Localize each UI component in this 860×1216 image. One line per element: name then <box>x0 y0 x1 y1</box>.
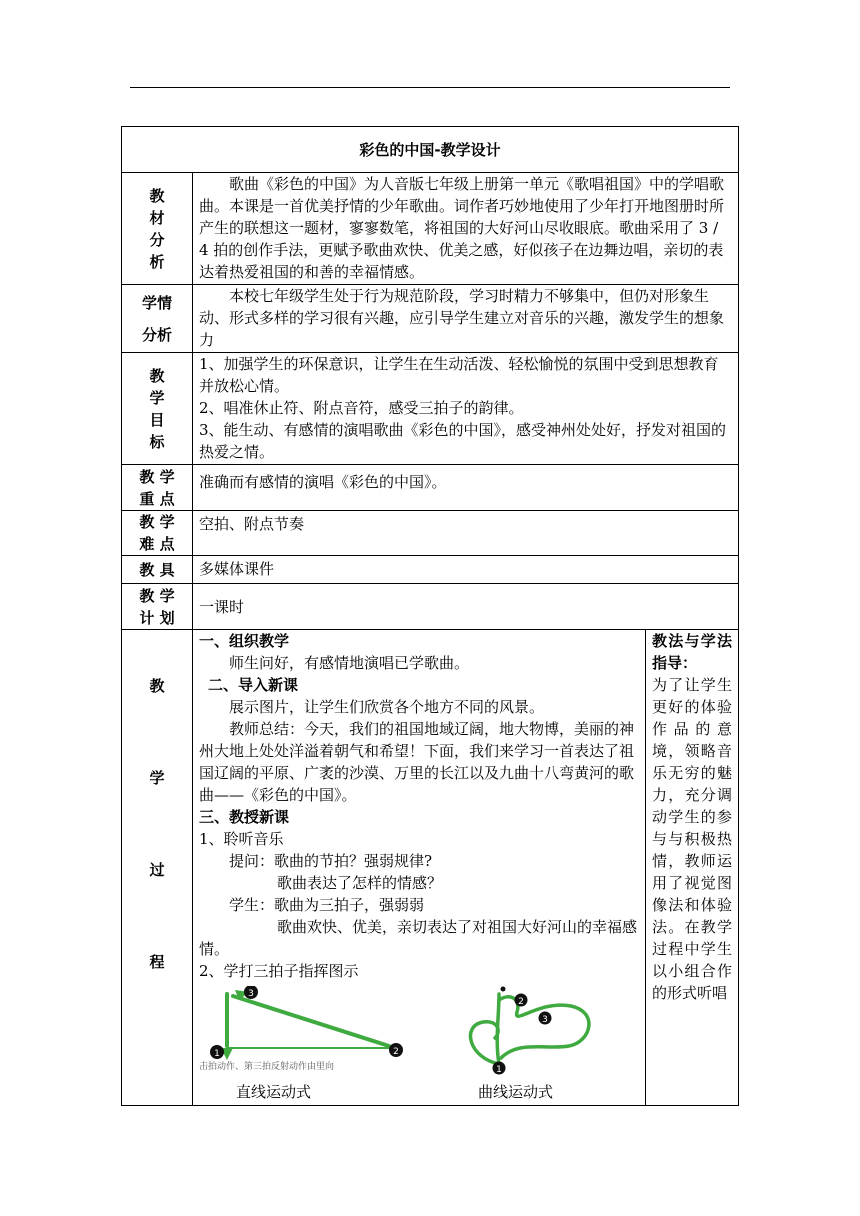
page-header-rule <box>130 87 730 88</box>
section-textbook-analysis <box>122 173 739 285</box>
diagram-left-note: 击拍动作、第三拍反射动作由里向 <box>199 1062 335 1072</box>
section-difficulties <box>122 511 739 556</box>
method-guidance-title: 教法与学法指导： <box>652 632 733 672</box>
section-label: 教 材 分 析 <box>122 173 193 285</box>
section-content: 一课时 <box>193 584 739 630</box>
goal-item: 3、能生动、有感情的演唱歌曲《彩色的中国》，感受神州处处好，抒发对祖国的热爱之情。 <box>199 421 727 461</box>
section-student-analysis <box>122 285 739 353</box>
goal-item: 1、加强学生的环保意识，让学生在生动活泼、轻松愉悦的氛围中受到思想教育并放松心情。 <box>199 355 719 395</box>
section-content: 本校七年级学生处于行为规范阶段，学习时精力不够集中，但仍对形象生动、形式多样的学习很有兴趣，应引导学生建立对音乐的兴趣，激发学生的想象力 <box>193 285 739 353</box>
process-content: 一、组织教学 师生问好，有感情地演唱已学歌曲。 二、导入新课 展示图片，让学生们欣赏各个地方不同的风景。 教师总结：今天，我们的祖国地域辽阔，地大物博，美丽的神州大地上处处洋溢着朝气和希望！下面，我们来学习一首表达了祖国辽阔的平原、广袤的沙漠、万里的长江以及九曲十八弯黄河的歌曲——《彩色的中国》。 三、教授新课 1、聆听音乐 提问：歌曲的节拍？强弱规律? 歌曲表达了怎样的情感？ 学生：歌曲为三拍子，强弱弱 歌曲欢快、优美，亲切表达了对祖国大好河山的幸福感情。 2、学打三拍子指挥图示 3 1 2 击拍动作、第三拍反射动作由里向 2 3 1 直线运动式 曲线运动式 <box>193 630 646 1106</box>
diagram-captions <box>199 1081 639 1105</box>
process-heading: 三、教授新课 <box>199 808 290 826</box>
svg-text:3: 3 <box>248 989 254 999</box>
straight-line-diagram <box>221 990 389 1060</box>
section-label: 学情 分析 <box>122 285 193 353</box>
goal-item: 2、唱准休止符、附点音符，感受三拍子的韵律。 <box>199 399 524 417</box>
section-label: 教 学 计 划 <box>122 584 193 630</box>
section-content: 多媒体课件 <box>193 556 739 584</box>
lesson-plan-table <box>121 126 739 1106</box>
caption-straight: 直线运动式 <box>236 1083 312 1101</box>
section-content: 空拍、附点节奏 <box>193 511 739 556</box>
method-guidance-body: 为了让学生更好的体验作品的意境，领略音乐无穷的魅力，充分调动学生的参与与积极热情，教师运用了视觉图像法和体验法。在教学过程中学生以小组合作的形式听唱 <box>652 676 733 1002</box>
section-teaching-aids <box>122 556 739 584</box>
section-label: 教 学 重 点 <box>122 465 193 511</box>
svg-text:3: 3 <box>542 1015 548 1025</box>
section-content: 歌曲《彩色的中国》为人音版七年级上册第一单元《歌唱祖国》中的学唱歌曲。本课是一首优美抒情的少年歌曲。词作者巧妙地使用了少年打开地图册时所产生的联想这一题材，寥寥数笔，将祖国的大好河山尽收眼底。歌曲采用了 3 / 4 拍的创作手法，更赋予歌曲欢快、优美之感，好似孩子在边舞边唱，亲切的表达着热爱祖国的和善的幸福情感。 <box>193 173 739 285</box>
svg-text:2: 2 <box>518 997 524 1007</box>
section-teaching-process <box>122 630 739 1106</box>
conducting-diagram-image <box>199 986 639 1081</box>
section-label: 教 学 难 点 <box>122 511 193 556</box>
method-guidance <box>646 630 739 1106</box>
section-content: 准确而有感情的演唱《彩色的中国》。 <box>193 465 739 511</box>
svg-text:1: 1 <box>496 1065 502 1075</box>
svg-text:2: 2 <box>393 1047 399 1057</box>
section-label: 教 具 <box>122 556 193 584</box>
document-title: 彩色的中国-教学设计 <box>122 127 739 173</box>
section-content <box>193 353 739 465</box>
section-label: 教 学 过 程 <box>122 630 193 1106</box>
section-label: 教 学 目 标 <box>122 353 193 465</box>
section-teaching-goals <box>122 353 739 465</box>
curved-line-diagram <box>470 994 588 1064</box>
process-heading: 一、组织教学 <box>199 632 290 650</box>
section-key-points <box>122 465 739 511</box>
conducting-diagrams <box>199 986 639 1081</box>
title-row <box>122 127 739 173</box>
section-teaching-plan <box>122 584 739 630</box>
caption-curved: 曲线运动式 <box>478 1083 554 1101</box>
svg-text:1: 1 <box>214 1049 220 1059</box>
process-heading: 二、导入新课 <box>208 676 299 694</box>
